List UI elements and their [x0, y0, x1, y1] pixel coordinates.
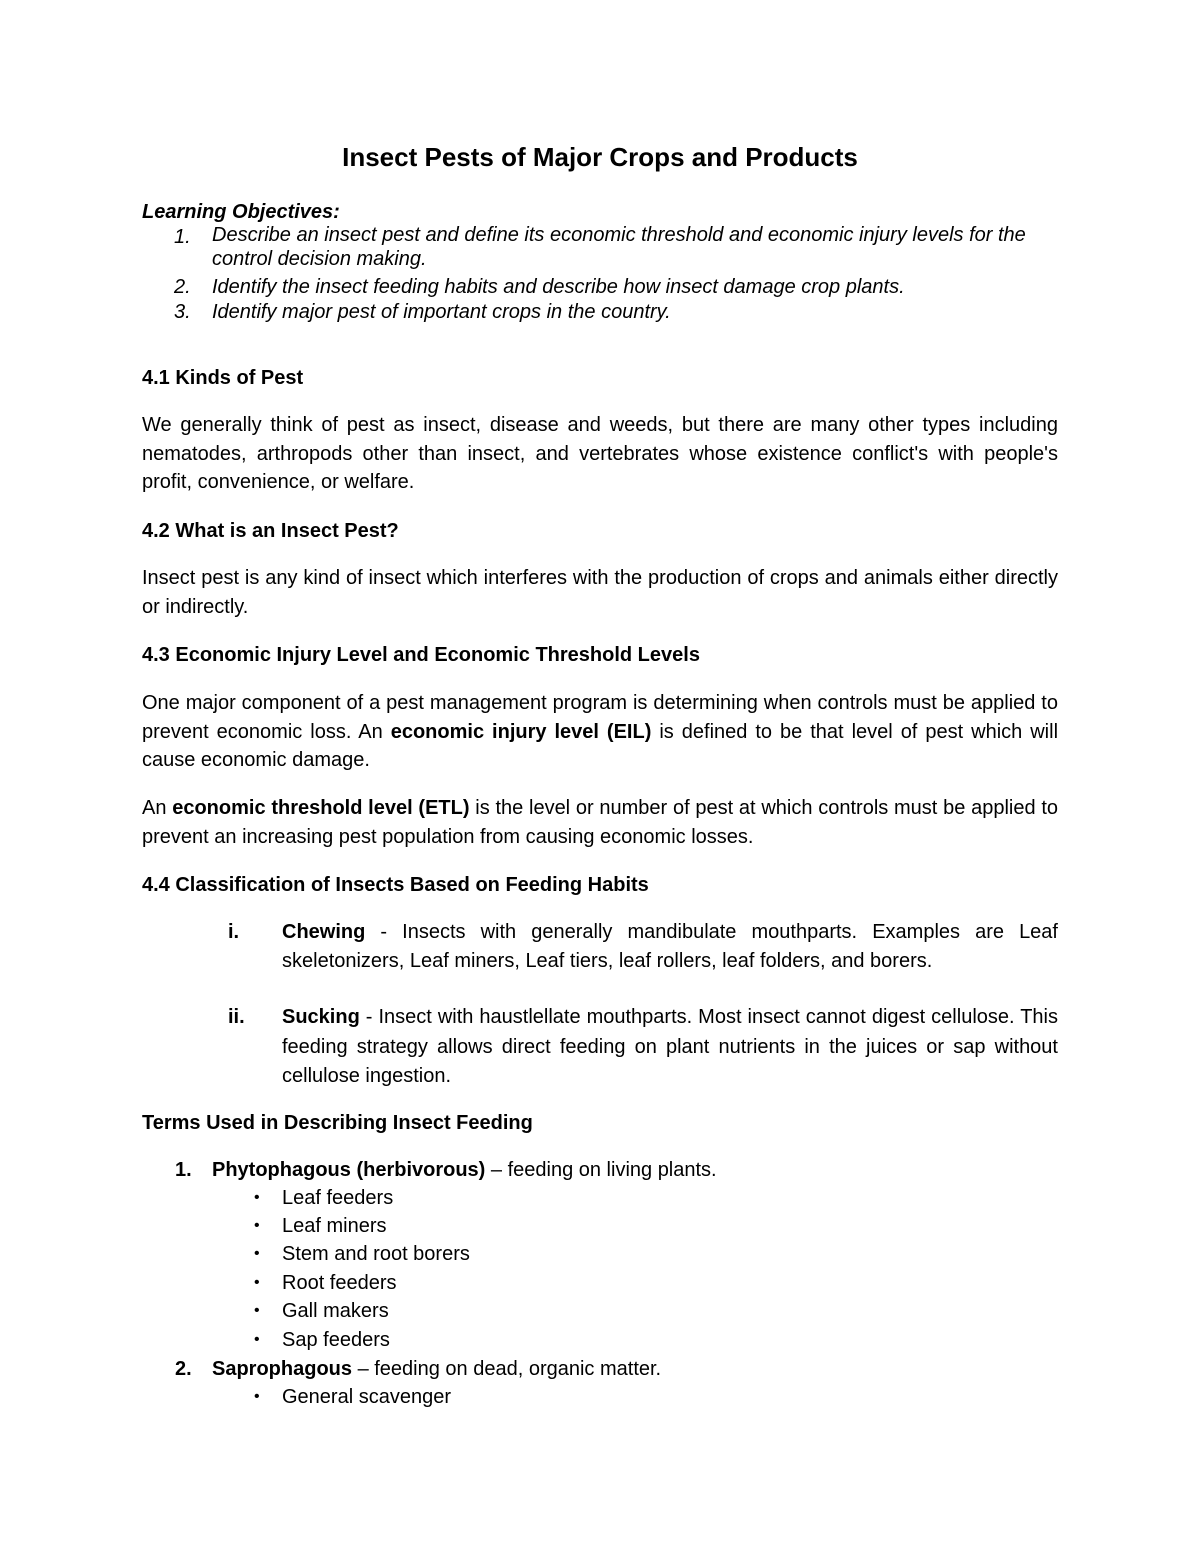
list-item-text: Leaf miners	[282, 1215, 387, 1237]
list-item	[142, 1297, 1058, 1326]
section-paragraph-4-2: Insect pest is any kind of insect which interferes with the production of crops and animals either directly or indirectly.	[142, 567, 1058, 618]
eil-text-b: is defined to be that level of pest which will cause economic damage.	[142, 720, 1059, 771]
bullet-glyph: •	[254, 1245, 260, 1262]
section-heading-4-1: 4.1 Kinds of Pest	[142, 367, 304, 389]
objective-item	[142, 223, 1058, 271]
term-name: Saprophagous	[212, 1358, 353, 1380]
page-title: Insect Pests of Major Crops and Products	[342, 142, 858, 172]
roman-numeral: i.	[228, 921, 240, 943]
bullet-glyph: •	[254, 1331, 260, 1348]
learning-objectives-label: Learning Objectives:	[142, 201, 340, 223]
term-number: 1.	[175, 1159, 192, 1181]
objective-number: 2.	[174, 276, 191, 298]
bullet-glyph: •	[254, 1217, 260, 1234]
objective-item	[142, 298, 1058, 327]
list-item-text: Stem and root borers	[282, 1243, 470, 1265]
term-item	[142, 1355, 1058, 1384]
objective-text: Describe an insect pest and define its economic threshold and economic injury levels for the control decision making.	[212, 224, 1026, 270]
objective-text: Identify major pest of important crops in the country.	[212, 301, 671, 323]
objective-number: 1.	[174, 226, 191, 248]
section-heading-4-2: 4.2 What is an Insect Pest?	[142, 520, 399, 542]
classification-text	[282, 918, 1058, 975]
etl-text-a: An	[142, 797, 173, 819]
list-item	[142, 1269, 1058, 1298]
classification-item	[142, 1003, 1058, 1092]
section-paragraph-etl	[142, 794, 1058, 851]
classification-term: Chewing	[282, 921, 366, 943]
list-item	[142, 1240, 1058, 1269]
term-text	[212, 1355, 1058, 1384]
classification-term: Sucking	[282, 1006, 360, 1028]
section-heading-4-3: 4.3 Economic Injury Level and Economic Threshold Levels	[142, 644, 700, 666]
list-item	[142, 1383, 1058, 1412]
eil-term: economic injury level (EIL)	[390, 720, 652, 743]
bullet-glyph: •	[254, 1274, 260, 1291]
classification-desc: - Insect with haustlellate mouthparts. Most insect cannot digest cellulose. This feeding strategy allows direct feeding on plant nutrients in the juices or sap without cellulose ingestion.	[282, 1006, 1058, 1087]
terms-heading: Terms Used in Describing Insect Feeding	[142, 1112, 533, 1134]
section-paragraph-4-1: We generally think of pest as insect, disease and weeds, but there are many other types including nematodes, arthropods other than insect, and vertebrates whose existence conflict's with people's profit, convenience, or welfare.	[142, 414, 1058, 493]
section-paragraph-eil	[142, 689, 1058, 775]
bullet-glyph: •	[254, 1302, 260, 1319]
term-desc: – feeding on living plants.	[485, 1159, 717, 1181]
term-text	[212, 1156, 1058, 1185]
objective-number: 3.	[174, 301, 191, 323]
objective-text: Identify the insect feeding habits and describe how insect damage crop plants.	[212, 276, 905, 298]
etl-term: economic threshold level (ETL)	[172, 797, 470, 819]
bullet-glyph: •	[254, 1189, 260, 1206]
list-item-text: Root feeders	[282, 1272, 397, 1294]
eil-text-a: One major component of a pest management program is determining when controls must be applied to prevent economic loss. An	[142, 692, 1058, 743]
list-item	[142, 1212, 1058, 1241]
bullet-glyph: •	[254, 1388, 260, 1405]
etl-text-b: is the level or number of pest at which controls must be applied to prevent an increasing pest population from causing economic losses.	[142, 797, 1059, 848]
classification-text	[282, 1003, 1058, 1092]
classification-desc: - Insects with generally mandibulate mouthparts. Examples are Leaf skeletonizers, Leaf miners, Leaf tiers, leaf rollers, leaf folders, and borers.	[282, 921, 1058, 972]
term-name: Phytophagous (herbivorous)	[212, 1159, 486, 1181]
term-item	[142, 1156, 1058, 1185]
list-item-text: Gall makers	[282, 1300, 389, 1322]
term-number: 2.	[175, 1358, 192, 1380]
list-item-text: Sap feeders	[282, 1329, 390, 1351]
list-item-text: General scavenger	[282, 1386, 451, 1408]
roman-numeral: ii.	[228, 1006, 245, 1028]
list-item	[142, 1326, 1058, 1355]
list-item-text: Leaf feeders	[282, 1187, 394, 1209]
section-heading-4-4: 4.4 Classification of Insects Based on Feeding Habits	[142, 874, 649, 896]
classification-item	[142, 918, 1058, 975]
list-item	[142, 1184, 1058, 1213]
term-desc: – feeding on dead, organic matter.	[352, 1358, 662, 1380]
